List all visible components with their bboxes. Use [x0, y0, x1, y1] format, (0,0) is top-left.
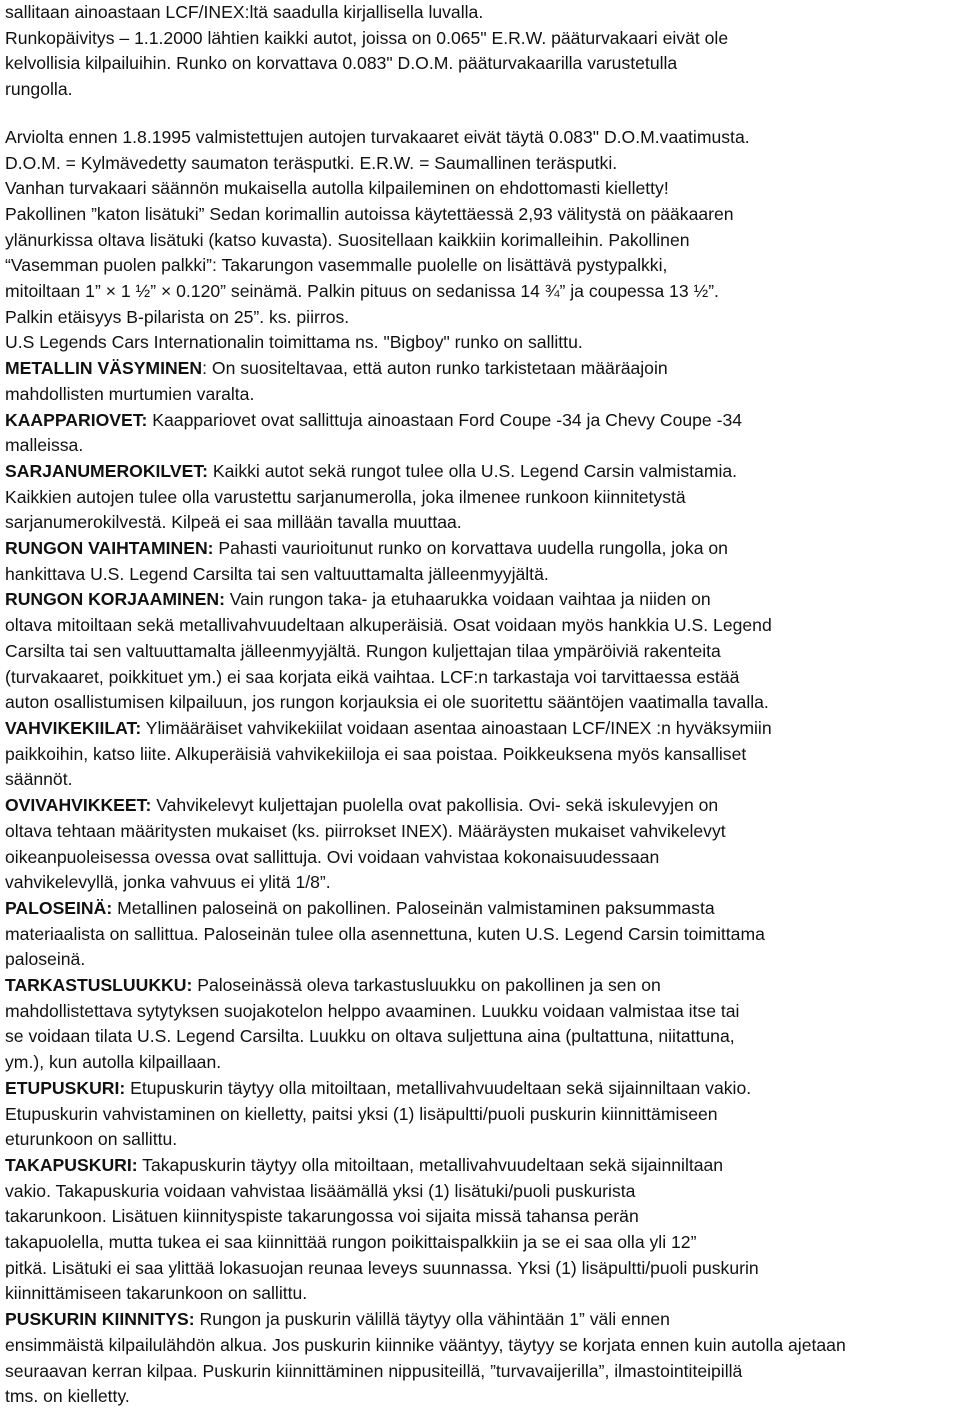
text-line: oltava mitoiltaan sekä metallivahvuudeltaan alkuperäisiä. Osat voidaan myös hankkia U.S. Legend	[5, 615, 772, 636]
section-text: Vahvikelevyt kuljettajan puolella ovat pakollisia. Ovi- sekä iskulevyjen on	[151, 795, 719, 816]
section-text: Metallinen paloseinä on pakollinen. Paloseinän valmistaminen paksummasta	[112, 897, 715, 918]
text-line: seuraavan kerran kilpaa. Puskurin kiinnittäminen nippusiteillä, ”turvavaijerilla”, ilmastointiteipillä	[5, 1360, 743, 1381]
text-line	[5, 536, 960, 562]
section-paloseina	[5, 896, 960, 973]
section-heading: TARKASTUSLUUKKU:	[5, 975, 193, 996]
intro-paragraph	[5, 0, 960, 103]
text-line	[5, 1307, 960, 1333]
section-heading: ETUPUSKURI:	[5, 1077, 126, 1098]
section-heading: OVIVAHVIKKEET:	[5, 795, 152, 816]
section-takapuskuri	[5, 1153, 960, 1307]
arviolta-paragraph	[5, 125, 960, 356]
section-text: Kaikki autot sekä rungot tulee olla U.S. Legend Carsin valmistamia.	[208, 460, 738, 481]
section-heading: KAAPPARIOVET:	[5, 409, 148, 430]
text-line: kelvollisia kilpailuihin. Runko on korvattava 0.083" D.O.M. pääturvakaarilla varustetulla	[5, 53, 678, 74]
text-line: Etupuskurin vahvistaminen on kielletty, paitsi yksi (1) lisäpultti/puoli puskurin kiinnittämiseen	[5, 1103, 718, 1124]
text-line: D.O.M. = Kylmävedetty saumaton teräsputki. E.R.W. = Saumallinen teräsputki.	[5, 152, 618, 173]
text-line: rungolla.	[5, 79, 73, 100]
text-line: mahdollisten murtumien varalta.	[5, 383, 255, 404]
section-heading: PALOSEINÄ:	[5, 897, 113, 918]
text-line: paikkoihin, katso liite. Alkuperäisiä vahvikekiiloja ei saa poistaa. Poikkeuksena myös kansalliset	[5, 743, 747, 764]
section-heading: RUNGON VAIHTAMINEN:	[5, 538, 214, 559]
text-line: tms. on kielletty.	[5, 1386, 130, 1407]
section-heading: PUSKURIN KIINNITYS:	[5, 1309, 195, 1330]
text-line: U.S Legends Cars Internationalin toimittama ns. "Bigboy" runko on sallittu.	[5, 332, 583, 353]
text-line: Vanhan turvakaari säännön mukaisella autolla kilpaileminen on ehdottomasti kielletty!	[5, 178, 669, 199]
section-rungon-vaihtaminen	[5, 536, 960, 587]
section-text: Rungon ja puskurin välillä täytyy olla vähintään 1” väli ennen	[194, 1309, 670, 1330]
section-text: Paloseinässä oleva tarkastusluukku on pakollinen ja sen on	[192, 975, 661, 996]
text-line: Carsilta tai sen valtuuttamalta jälleenmyyjältä. Rungon kuljettajan tilaa ympäröiviä rakenteita	[5, 640, 721, 661]
text-line: mahdollistettava sytytyksen suojakotelon helppo avaaminen. Luukku voidaan valmistaa itse tai	[5, 1000, 740, 1021]
text-line	[5, 973, 960, 999]
text-line: kiinnittämiseen takarunkoon on sallittu.	[5, 1283, 308, 1304]
text-line	[5, 459, 960, 485]
text-line: oikeanpuoleisessa ovessa ovat sallittuja. Ovi voidaan vahvistaa kokonaisuudessaan	[5, 846, 660, 867]
section-vahvikekiilat	[5, 716, 960, 793]
text-line: ym.), kun autolla kilpaillaan.	[5, 1052, 222, 1073]
text-line: se voidaan tilata U.S. Legend Carsilta. Luukku on oltava suljettuna aina (pultattuna, niitattuna,	[5, 1026, 735, 1047]
text-line	[5, 408, 960, 434]
text-line: sarjanumerokilvestä. Kilpeä ei saa millään tavalla muuttaa.	[5, 512, 462, 533]
section-heading: RUNGON KORJAAMINEN:	[5, 589, 225, 610]
section-etupuskuri	[5, 1076, 960, 1153]
text-line: vahvikelevyllä, jonka vahvuus ei ylitä 1/8”.	[5, 872, 331, 893]
text-line: vakio. Takapuskuria voidaan vahvistaa lisäämällä yksi (1) lisätuki/puoli puskurista	[5, 1180, 636, 1201]
text-line: (turvakaaret, poikkituet ym.) ei saa korjata eikä vaihtaa. LCF:n tarkastaja voi tarvittaessa estää	[5, 666, 740, 687]
section-text: Kaappariovet ovat sallittuja ainoastaan Ford Coupe -34 ja Chevy Coupe -34	[147, 409, 743, 430]
text-line: eturunkoon on sallittu.	[5, 1129, 178, 1150]
text-line: takarunkoon. Lisätuen kiinnityspiste takarungossa voi sijaita missä tahansa perän	[5, 1206, 639, 1227]
text-line: pitkä. Lisätuki ei saa ylittää lokasuojan reunaa leveys suunnassa. Yksi (1) lisäpultti/puoli puskurin	[5, 1257, 759, 1278]
section-text: Etupuskurin täytyy olla mitoiltaan, metallivahvuudeltaan sekä sijainniltaan vakio.	[125, 1077, 752, 1098]
text-line: ylänurkissa oltava lisätuki (katso kuvasta). Suositellaan kaikkiin korimalleihin. Pakollinen	[5, 229, 690, 250]
text-line: sallitaan ainoastaan LCF/INEX:ltä saadulla kirjallisella luvalla.	[5, 2, 484, 22]
section-text: Pahasti vaurioitunut runko on korvattava uudella rungolla, joka on	[213, 538, 728, 559]
section-heading: SARJANUMEROKILVET:	[5, 460, 208, 481]
text-line: säännöt.	[5, 769, 73, 790]
text-line: takapuolella, mutta tukea ei saa kiinnittää rungon poikittaispalkkiin ja se ei saa olla yli 12”	[5, 1232, 697, 1253]
text-line: hankittava U.S. Legend Carsilta tai sen valtuuttamalta jälleenmyyjältä.	[5, 563, 549, 584]
text-line: paloseinä.	[5, 949, 86, 970]
text-line: ensimmäistä kilpailulähdön alkua. Jos puskurin kiinnike vääntyy, täytyy se korjata ennen kuin autolla ajetaan	[5, 1334, 846, 1355]
section-heading: VAHVIKEKIILAT:	[5, 717, 142, 738]
section-heading: METALLIN VÄSYMINEN	[5, 358, 203, 379]
section-tarkastusluukku	[5, 973, 960, 1076]
section-ovivahvikkeet	[5, 793, 960, 896]
text-line: “Vasemman puolen palkki”: Takarungon vasemmalle puolelle on lisättävä pystypalkki,	[5, 255, 668, 276]
section-sarjanumerokilvet	[5, 459, 960, 536]
section-kappariovet	[5, 408, 960, 459]
section-text: Takapuskurin täytyy olla mitoiltaan, metallivahvuudeltaan sekä sijainniltaan	[137, 1154, 724, 1175]
text-line	[5, 587, 960, 613]
section-text: Ylimääräiset vahvikekiilat voidaan asentaa ainoastaan LCF/INEX :n hyväksymiin	[141, 717, 772, 738]
section-text: Vain rungon taka- ja etuhaarukka voidaan vaihtaa ja niiden on	[224, 589, 711, 610]
text-line: Runkopäivitys – 1.1.2000 lähtien kaikki autot, joissa on 0.065" E.R.W. pääturvakaari eivät ole	[5, 27, 729, 48]
text-line: Kaikkien autojen tulee olla varustettu sarjanumerolla, joka ilmenee runkoon kiinnitetystä	[5, 486, 686, 507]
section-puskurin-kiinnitys	[5, 1307, 960, 1410]
text-line	[5, 356, 960, 382]
section-rungon-korjaaminen	[5, 587, 960, 716]
paragraph-gap	[5, 103, 960, 125]
section-heading: TAKAPUSKURI:	[5, 1154, 138, 1175]
text-line: Pakollinen ”katon lisätuki” Sedan korimallin autoissa käytettäessä 2,93 välitystä on pääkaaren	[5, 203, 734, 224]
text-line	[5, 793, 960, 819]
section-metallin-vasyminen	[5, 356, 960, 407]
text-line	[5, 716, 960, 742]
text-line: Arviolta ennen 1.8.1995 valmistettujen autojen turvakaaret eivät täytä 0.083" D.O.M.vaatimusta.	[5, 126, 750, 147]
document-page	[5, 0, 960, 1410]
text-line: materiaalista on sallittua. Paloseinän tulee olla asennettuna, kuten U.S. Legend Carsin toimittama	[5, 923, 765, 944]
text-line: oltava tehtaan määritysten mukaiset (ks. piirrokset INEX). Määräysten mukaiset vahvikelevyt	[5, 820, 726, 841]
text-line: mitoiltaan 1” × 1 ½” × 0.120” seinämä. Palkin pituus on sedanissa 14 ¾” ja coupessa 13 ½”.	[5, 281, 719, 302]
text-line	[5, 1076, 960, 1102]
section-text: : On suositeltavaa, että auton runko tarkistetaan määräajoin	[202, 358, 668, 379]
text-line: auton osallistumisen kilpailuun, jos rungon korjauksia ei ole suoritettu sääntöjen vaatimalla tavalla.	[5, 692, 769, 713]
text-line: Palkin etäisyys B-pilarista on 25”. ks. piirros.	[5, 306, 350, 327]
text-line: malleissa.	[5, 435, 84, 456]
text-line	[5, 896, 960, 922]
text-line	[5, 1153, 960, 1179]
